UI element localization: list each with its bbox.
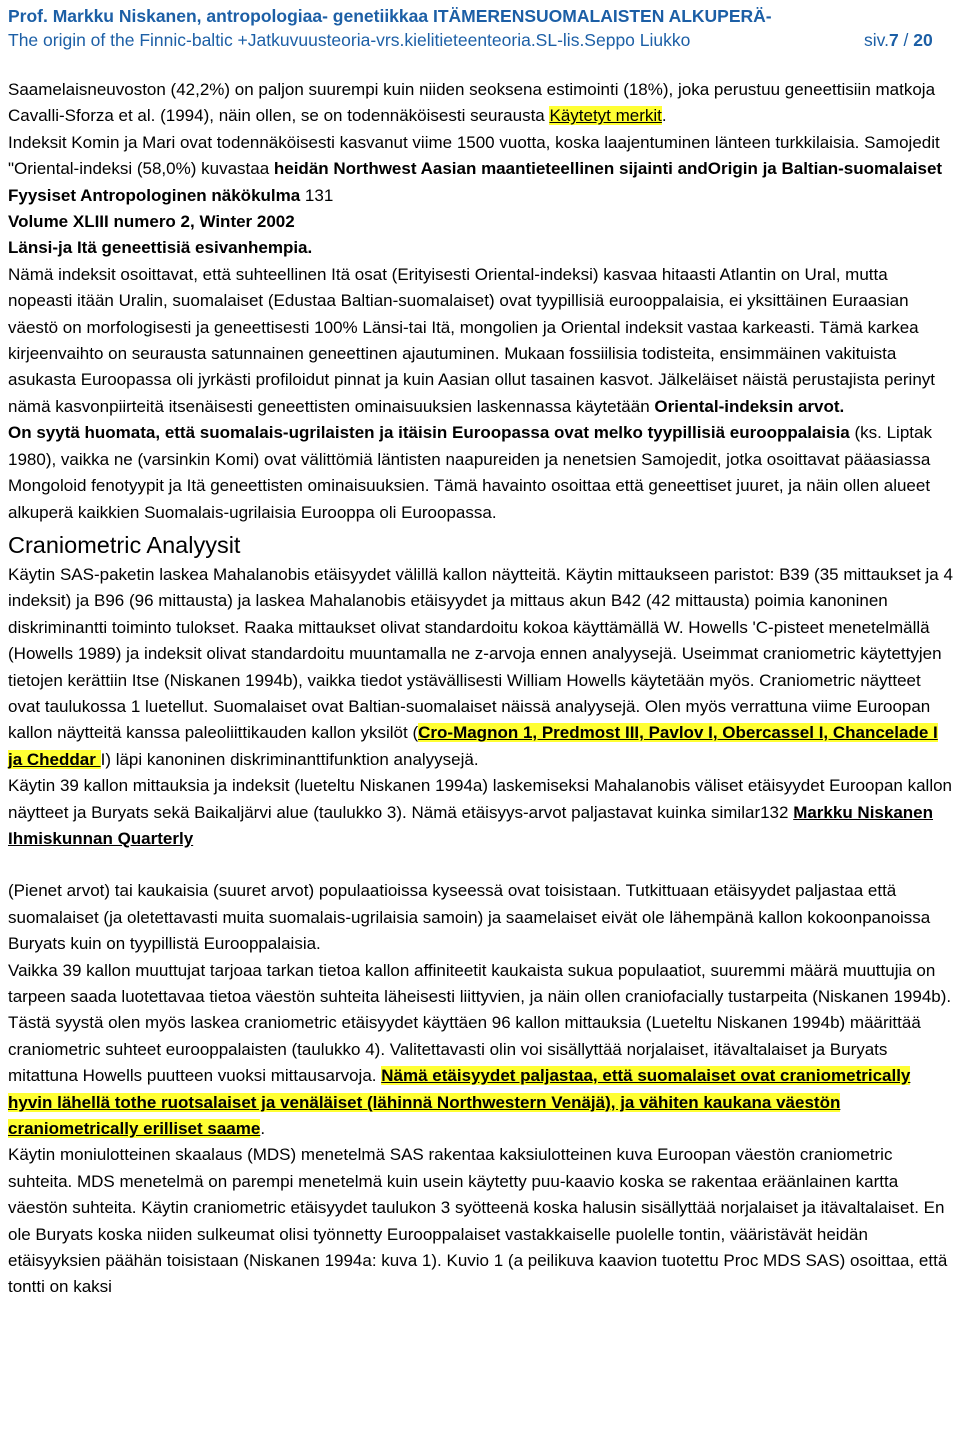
page-separator: / [898,30,914,50]
paragraph-methods [8,562,954,773]
paragraph-text: Käytin SAS-paketin laskea Mahalanobis etäisyydet välillä kallon näytteitä. Käytin mittaukseen paristot: B39 (35 mittaukset ja 4 indeksit) ja B96 (96 mittausta) ja laskea Mahalanobis etäisyydet ja mittaus akun B42 (42 mittausta) poimia kanoninen diskriminantti toiminto tulokset. Raaka mittaukset olivat standardoitu kokoa käyttämällä W. Howells 'C-pisteet menetelmällä (Howells 1989) ja indeksit olivat standardoitu muuntamalla ne z-arvoja ennen analyysejä. Useimmat craniometric käytettyjen tietojen kerättiin Itse (Niskanen 1994b), vaikka tiedot ystävällisesti William Howells käytetään myös. Craniometric näytteet ovat taulukossa 1 luetellut. Suomalaiset ovat Baltian-suomalaiset näissä analyysejä. Olen myös verrattuna viime Euroopan kallon näytteitä kanssa paleoliittikauden kallon yksilöt ( [8,564,953,743]
paragraph-text: Indeksit Komin ja Mari ovat todennäköisesti kasvanut viime 1500 vuotta, koska laajentuminen länteen turkkilaisia. [8,132,865,152]
page-current: 7 [888,30,899,50]
bold-text: heidän Northwest Aasian maantieteellinen sijainti andOrigin ja Baltian-suomalaiset Fyysiset Antropologinen näkökulma [8,159,943,205]
paragraph-96-measurements [8,958,954,1143]
page-total: 20 [913,30,933,50]
paragraph-mds: Käytin moniulotteinen skaalaus (MDS) menetelmä SAS rakentaa kaksiulotteinen kuva Euroopan väestön craniometric suhteita. MDS menetelmä on parempi menetelmä kuin usein käytetty puu-kaavio koska se rakentaa eräänlainen kartta väestön suhteita. Käytin craniometric etäisyydet taulukon 3 syötteenä koska halusin sisällyttää norjalaiset ja itävaltalaiset. En ole Buryats koska niiden sulkeumat olisi työnnetty Eurooppalaiset vastakkaiselle puolelle tontin, vääristävät heidän etäisyyksien päähän toisistaan (Niskanen 1994a: kuva 1). Kuvio 1 (a peilikuva kaavion tuotettu Proc MDS SAS) osoittaa, että tontti on kaksi [8,1145,948,1297]
page-number [864,28,933,52]
bold-statement: On syytä huomata, että suomalais-ugrilaisten ja itäisin Euroopassa ovat melko tyypillisiä eurooppalaisia [8,423,850,443]
paragraph-text: Vaikka 39 kallon muuttujat tarjoaa tarkan tietoa kallon affiniteetit kaukaista sukua populaatiot, suuremmi määrä muuttujia on tarpeen saada luotettavaa tietoa väestön suhteita läheisesti liittyvien, ja näin ollen craniofacially tustarpeita (Niskanen 1994b). Tästä syystä olen myös laskea craniometric etäisyydet käyttäen 96 kallon mittauksia (Lueteltu Niskanen 1994b) määrittää craniometric suhteet eurooppalaisten (taulukko 4). Valitettavasti olin voi sisällyttää norjalaiset, itävaltalaiset ja Buryats mitattuna Howells puutteen vuoksi mittausarvoja. [8,960,952,1086]
paragraph-distances [8,773,954,852]
paragraph-komi-mari [8,130,954,262]
paragraph-text: (ks. Liptak 1980), vaikka ne (varsinkin Komi) ovat välittömiä läntisten naapureiden ja nenetsien Samojedit, jotka osoittavat pääasiassa Mongoloid fenotyypit ja Itä geneettisten ominaisuuksien. Tämä havainto osoittaa että geneettiset juuret, ja näin ollen alueet alkuperä kaikkien Suomalais-ugrilaisia Eurooppa oli Euroopassa. [8,423,932,522]
journal-footer-link[interactable]: Markku Niskanen Ihmiskunnan Quarterly [8,802,934,848]
paragraph-saami [8,77,954,130]
document-header-subtitle [8,28,952,52]
paragraph-indices [8,262,954,526]
paragraph-text: Nämä indeksit osoittavat, että suhteellinen Itä osat (Erityisesti Oriental-indeksi) kasvaa hitaasti Atlantin on Ural, mutta nopeasti itään Uralin, suomalaiset (Edustaa Baltian-suomalaiset) ovat tyypillisiä eurooppalaisia, ei yksittäinen Euraasian väestö on morfologisesti ja geneettisesti 100% Länsi-tai Itä, mongolien ja Oriental indeksit vastaa karkeasti. Tämä karkea kirjeenvaihto on seurausta satunnainen geneettinen ajautuminen. Mukaan fossiilisia todisteita, ensimmäinen vakituista asukasta Euroopassa oli jyrkästi profiloidut pinnat ja kuin Aasian ollut tasainen kasvot. Jälkeläiset näistä perustajista perinyt nämä kasvonpiirteitä itsenäisesti geneettisten ominaisuuksien laskennassa käytetään [8,264,936,416]
journal-volume: Volume XLIII numero 2, Winter 2002 [8,212,295,232]
paragraph-text: Saamelaisneuvoston (42,2%) on paljon suurempi kuin niiden seoksena estimointi (18%), joka perustuu geneettisiin matkoja Cavalli-Sforza et al. (1994), näin ollen, se on todennäköisesti seurausta [8,80,936,126]
punctuation: . [661,106,667,126]
paleolithic-skulls-link[interactable]: Cro-Magnon 1, Predmost III, Pavlov I, Obercassel I, Chancelade I ja Cheddar [8,723,938,769]
page-ref: 131 [300,185,334,205]
page-prefix: siv. [864,30,889,50]
document-header-title: Prof. Markku Niskanen, antropologiaa- genetiikkaa ITÄMERENSUOMALAISTEN ALKUPERÄ- [8,6,772,26]
paragraph-text: I) läpi kanoninen diskriminanttifunktion analyysejä. [100,749,479,769]
punctuation: . [260,1119,266,1139]
page-break-gap [8,852,954,878]
bold-text: Oriental-indeksin arvot. [654,396,845,416]
section-subtitle: Länsi-ja Itä geneettisiä esivanhempia. [8,238,313,258]
header-subtitle-text: The origin of the Finnic-baltic +Jatkuvuusteoria-vrs.kielitieteenteoria.SL-lis.Seppo Liukko [8,30,691,50]
paragraph-results: (Pienet arvot) tai kaukaisia (suuret arvot) populaatioissa kyseessä ovat toisistaan. Tutkittuaan etäisyydet paljastaa että suomalaiset (ja oletettavasti muita suomalais-ugrilaisia samoin) ja saamelaiset eivät ole lähempänä kallon kokoonpanoissa Buryats kuin on tyypillistä Eurooppalaisia. [8,881,931,954]
used-marks-link[interactable]: Käytetyt merkit [549,106,662,126]
paragraph-text: Käytin 39 kallon mittauksia ja indeksit (lueteltu Niskanen 1994a) laskemiseksi Mahalanobis väliset etäisyydet Euroopan kallon näytteet ja Buryats sekä Baikaljärvi alue (taulukko 3). Nämä etäisyys-arvot paljastavat kuinka similar132 [8,776,953,822]
highlighted-finding-link[interactable]: Nämä etäisyydet paljastaa, että suomalaiset ovat craniometrically hyvin lähellä tothe ruotsalaiset ja venäläiset (lähinnä Northwestern Venäjä), ja vähiten kaukana väestön craniometrically erilliset saame [8,1066,911,1139]
document-body [8,77,954,1301]
section-heading: Craniometric Analyysit [8,531,241,558]
paragraph-text: Samojedit "Oriental-indeksi (58,0%) kuvastaa [8,132,940,179]
